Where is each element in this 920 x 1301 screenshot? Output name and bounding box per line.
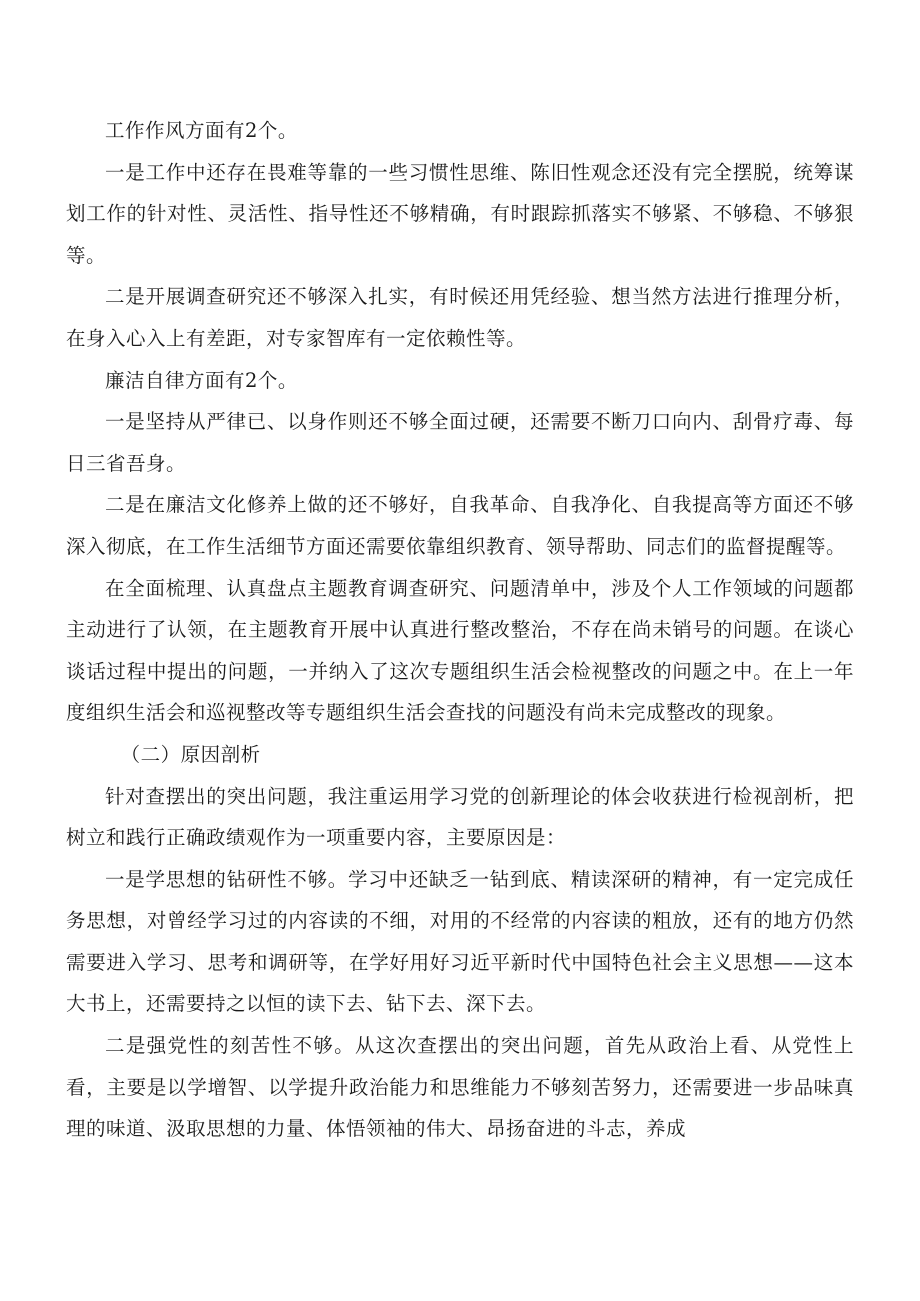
paragraph-cause-intro: 针对查摆出的突出问题，我注重运用学习党的创新理论的体会收获进行检视剖析，把树立和践行正确政绩观作为一项重要内容，主要原因是： <box>66 784 854 850</box>
paragraph-work-style-issue-2: 二是开展调查研究还不够深入扎实，有时候还用凭经验、想当然方法进行推理分析，在身入心入上有差距，对专家智库有一定依赖性等。 <box>66 285 854 350</box>
paragraph-integrity-issue-2: 二是在廉洁文化修养上做的还不够好，自我革命、自我净化、自我提高等方面还不够深入彻底，在工作生活细节方面还需要依靠组织教育、领导帮助、同志们的监督提醒等。 <box>66 493 854 558</box>
paragraph-integrity-issue-1: 一是坚持从严律已、以身作则还不够全面过硬，还需要不断刀口向内、刮骨疗毒、每日三省吾身。 <box>66 410 854 475</box>
paragraph-issue-review-summary: 在全面梳理、认真盘点主题教育调查研究、问题清单中，涉及个人工作领域的问题都主动进行了认领，在主题教育开展中认真进行整改整治，不存在尚未销号的问题。在谈心谈话过程中提出的问题，一并纳入了这次专题组织生活会检视整改的问题之中。在上一年度组织生活会和巡视整改等专题组织生活会查找的问题没有尚未完成整改的现象。 <box>66 576 854 725</box>
paragraph-cause-1: 一是学思想的钻研性不够。学习中还缺乏一钻到底、精读深研的精神，有一定完成任务思想，对曾经学习过的内容读的不细，对用的不经常的内容读的粗放，还有的地方仍然需要进入学习、思考和调研等，在学好用好习近平新时代中国特色社会主义思想——这本大书上，还需要持之以恒的读下去、钻下去、深下去。 <box>66 867 854 1016</box>
paragraph-work-style-heading: 工作作风方面有2个。 <box>105 119 298 142</box>
paragraph-work-style-issue-1: 一是工作中还存在畏难等靠的一些习惯性思维、陈旧性观念还没有完全摆脱，统筹谋划工作的针对性、灵活性、指导性还不够精确，有时跟踪抓落实不够紧、不够稳、不够狠等。 <box>66 160 854 267</box>
document-body <box>66 110 854 1150</box>
paragraph-integrity-heading: 廉洁自律方面有2个。 <box>105 368 298 392</box>
paragraph-cause-2: 二是强党性的刻苦性不够。从这次查摆出的突出问题，首先从政治上看、从党性上看，主要是以学增智、以学提升政治能力和思维能力不够刻苦努力，还需要进一步品味真理的味道、汲取思想的力量、体悟领袖的伟大、昂扬奋进的斗志，养成 <box>66 1034 854 1141</box>
section-heading-cause-analysis: （二）原因剖析 <box>120 742 261 766</box>
